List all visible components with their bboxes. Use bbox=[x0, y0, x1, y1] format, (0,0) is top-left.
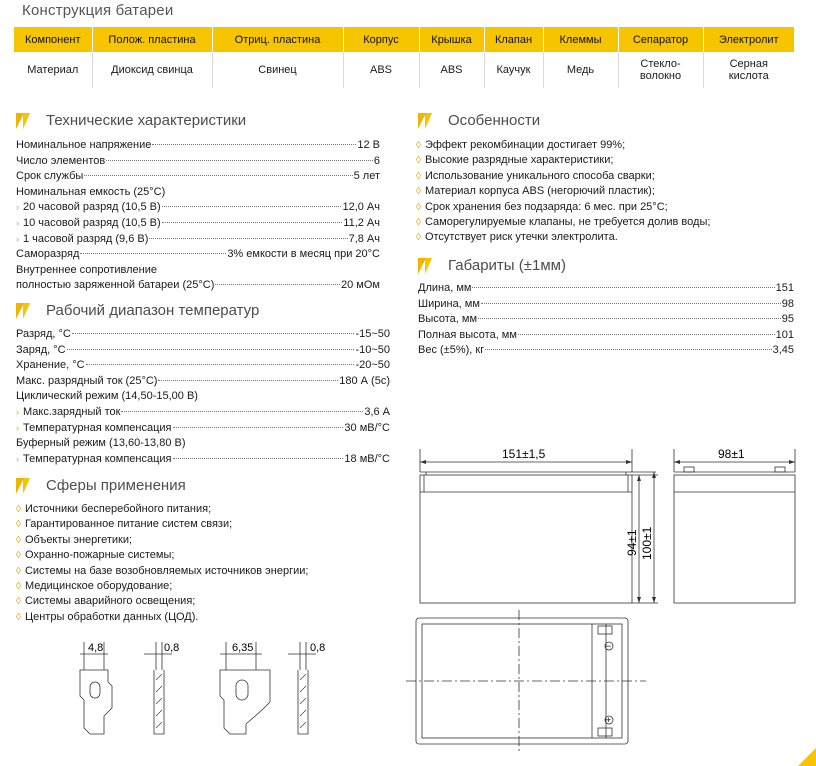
diamond-bullet-icon: ◊ bbox=[416, 155, 421, 167]
material-cell: Каучук bbox=[484, 52, 543, 88]
tech-section-title bbox=[16, 112, 246, 129]
spec-value: 3% емкости в месяц при 20°С bbox=[227, 248, 380, 261]
spec-row bbox=[16, 375, 390, 391]
leader-dots bbox=[86, 364, 355, 365]
header-cell: Отриц. пластина bbox=[212, 27, 343, 52]
spec-row bbox=[418, 329, 794, 345]
material-cell: Серная кислота bbox=[728, 58, 769, 82]
spec-row bbox=[16, 248, 380, 264]
section-marker-icon bbox=[16, 303, 36, 319]
header-cell: Компонент bbox=[14, 27, 92, 52]
temp-spec-list bbox=[16, 328, 390, 468]
leader-dots bbox=[162, 206, 342, 207]
spec-label-text: Температурная компенсация bbox=[23, 452, 172, 465]
spec-label-text: Буферный режим (13,60-13,80 В) bbox=[16, 437, 186, 450]
section-marker-icon bbox=[16, 478, 36, 494]
leader-dots bbox=[485, 349, 771, 350]
leader-dots bbox=[215, 284, 340, 285]
spec-label-text: Внутреннее сопротивление bbox=[16, 263, 157, 276]
leader-dots bbox=[152, 144, 356, 145]
section-marker-icon bbox=[418, 258, 438, 274]
list-item-text: Системы аварийного освещения; bbox=[24, 595, 196, 608]
list-item-text: Материал корпуса ABS (негорючий пластик); bbox=[424, 185, 655, 198]
spec-row bbox=[16, 155, 380, 171]
list-item-text: Отсутствует риск утечки электролита. bbox=[424, 231, 618, 244]
spec-label-text: Срок службы bbox=[16, 170, 84, 183]
spec-label bbox=[16, 186, 165, 198]
height-dimension-label: 94±1 bbox=[625, 529, 639, 556]
leader-dots bbox=[472, 287, 774, 288]
spec-row bbox=[16, 344, 390, 360]
section-marker-icon bbox=[418, 113, 438, 129]
spec-row bbox=[16, 233, 380, 249]
dimensions-list bbox=[418, 282, 794, 360]
leader-dots bbox=[481, 303, 781, 304]
bullet-icon: › bbox=[16, 217, 19, 228]
apps-title-text: Сферы применения bbox=[46, 477, 186, 494]
leader-dots bbox=[518, 334, 775, 335]
terminal2-width-label: 6,35 bbox=[232, 642, 254, 654]
apps-section-title bbox=[16, 477, 186, 494]
features-list bbox=[416, 139, 710, 247]
list-item bbox=[16, 503, 308, 518]
spec-row bbox=[16, 186, 380, 202]
spec-value: 20 мОм bbox=[341, 279, 380, 292]
spec-label-text: Длина, мм bbox=[418, 282, 472, 294]
header-cell: Сепаратор bbox=[618, 27, 703, 52]
bullet-icon: › bbox=[16, 233, 19, 244]
spec-row bbox=[16, 264, 380, 280]
spec-value: -10~50 bbox=[355, 343, 390, 356]
construction-table bbox=[14, 27, 794, 88]
spec-value: 30 мВ/°С bbox=[344, 421, 390, 434]
list-item-text: Охранно-пожарные системы; bbox=[24, 549, 175, 562]
spec-label bbox=[16, 359, 85, 371]
spec-row bbox=[16, 328, 390, 344]
list-item-text: Системы на базе возобновляемых источников энергии; bbox=[24, 564, 309, 577]
page-title: Конструкция батареи bbox=[22, 2, 174, 19]
diamond-bullet-icon: ◊ bbox=[416, 186, 421, 198]
spec-label-text: Заряд, °С bbox=[16, 343, 66, 356]
spec-value: 180 А (5с) bbox=[339, 374, 390, 387]
bullet-icon: › bbox=[16, 202, 19, 213]
spec-label bbox=[16, 217, 161, 229]
spec-row bbox=[16, 217, 380, 233]
material-cell: Диоксид свинца bbox=[92, 52, 212, 88]
spec-label-text: Номинальное напряжение bbox=[16, 139, 152, 151]
spec-value: 98 bbox=[781, 297, 794, 310]
battery-top-view-drawing bbox=[406, 610, 646, 766]
terminal-drawings bbox=[60, 640, 340, 766]
spec-label-text: Разряд, °С bbox=[16, 328, 71, 340]
temp-section-title bbox=[16, 302, 259, 319]
dimensions-section-title bbox=[418, 257, 566, 274]
diamond-bullet-icon: ◊ bbox=[416, 140, 421, 151]
spec-value: 95 bbox=[781, 313, 794, 326]
spec-label-text: Вес (±5%), кг bbox=[418, 344, 485, 357]
header-cell: Крышка bbox=[419, 27, 484, 52]
spec-label bbox=[418, 313, 477, 325]
leader-dots bbox=[67, 349, 355, 350]
header-cell: Электролит bbox=[703, 27, 794, 52]
spec-value: 18 мВ/°С bbox=[344, 452, 390, 465]
spec-row bbox=[16, 422, 390, 438]
material-cell: ABS bbox=[343, 52, 419, 88]
spec-label bbox=[16, 437, 186, 449]
spec-row bbox=[16, 390, 390, 406]
material-cell: Стекло-волокно bbox=[618, 52, 703, 88]
spec-label-text: Высота, мм bbox=[418, 313, 478, 326]
diamond-bullet-icon: ◊ bbox=[16, 550, 21, 562]
list-item-text: Эффект рекомбинации достигает 99%; bbox=[424, 139, 626, 151]
bullet-icon: › bbox=[16, 422, 19, 433]
leader-dots bbox=[158, 380, 338, 381]
spec-value: 101 bbox=[775, 328, 794, 341]
leader-dots bbox=[478, 318, 781, 319]
spec-value: 6 bbox=[373, 154, 380, 167]
spec-row bbox=[16, 279, 380, 295]
list-item-text: Высокие разрядные характеристики; bbox=[424, 154, 614, 167]
diamond-bullet-icon: ◊ bbox=[416, 216, 421, 228]
features-section-title bbox=[418, 112, 540, 129]
diamond-bullet-icon: ◊ bbox=[16, 534, 21, 546]
list-item bbox=[416, 201, 710, 216]
spec-row bbox=[418, 344, 794, 360]
spec-label bbox=[16, 264, 157, 276]
list-item-text: Центры обработки данных (ЦОД). bbox=[24, 610, 199, 623]
list-item bbox=[16, 549, 308, 564]
spec-row bbox=[16, 406, 390, 422]
battery-dimension-drawing bbox=[410, 444, 810, 606]
list-item-text: Срок хранения без подзаряда: 6 мес. при 25°С; bbox=[424, 200, 668, 213]
dimensions-title-text: Габариты (±1мм) bbox=[448, 257, 566, 274]
list-item bbox=[16, 595, 308, 610]
spec-row bbox=[16, 359, 390, 375]
list-item bbox=[16, 518, 308, 533]
spec-label bbox=[418, 282, 471, 294]
list-item bbox=[16, 611, 308, 626]
construction-material-row bbox=[14, 52, 794, 88]
spec-label bbox=[16, 390, 198, 402]
list-item-text: Использование уникального способа сварки; bbox=[424, 169, 655, 182]
spec-value: -20~50 bbox=[355, 359, 390, 372]
full-height-dimension-label: 100±1 bbox=[640, 526, 654, 560]
spec-label bbox=[16, 344, 66, 356]
features-title-text: Особенности bbox=[448, 112, 541, 129]
spec-label bbox=[16, 328, 71, 340]
plus-sign: + bbox=[606, 715, 612, 725]
spec-row bbox=[16, 437, 390, 453]
applications-list bbox=[16, 503, 308, 626]
diamond-bullet-icon: ◊ bbox=[16, 565, 21, 577]
spec-value: 12,0 Ач bbox=[342, 201, 380, 214]
diamond-bullet-icon: ◊ bbox=[16, 580, 21, 592]
spec-label bbox=[16, 279, 214, 291]
spec-label-text: Ширина, мм bbox=[418, 297, 480, 310]
material-cell: Материал bbox=[14, 52, 92, 88]
diamond-bullet-icon: ◊ bbox=[416, 170, 421, 182]
leader-dots bbox=[106, 160, 373, 161]
corner-accent bbox=[798, 748, 816, 766]
header-cell: Корпус bbox=[343, 27, 419, 52]
width-dimension-label: 98±1 bbox=[718, 447, 745, 461]
spec-label bbox=[16, 201, 161, 213]
battery-front-outline bbox=[420, 475, 632, 603]
spec-label-text: 20 часовой разряд (10,5 В) bbox=[23, 201, 161, 214]
spec-value: 7,8 Ач bbox=[348, 232, 380, 245]
spec-value: 12 В bbox=[357, 139, 380, 151]
spec-label bbox=[16, 406, 120, 418]
spec-label-text: 10 часовой разряд (10,5 В) bbox=[23, 216, 161, 229]
spec-value: 11,2 Ач bbox=[343, 216, 380, 229]
tech-spec-list bbox=[16, 139, 380, 295]
terminal2-thickness-label: 0,8 bbox=[310, 642, 326, 654]
section-marker-icon bbox=[16, 113, 36, 129]
spec-label-text: Полная высота, мм bbox=[418, 328, 517, 341]
material-cell: Медь bbox=[543, 52, 618, 88]
list-item-text: Гарантированное питание систем связи; bbox=[24, 518, 233, 531]
spec-value: 3,6 А bbox=[364, 405, 390, 418]
header-cell: Полож. пластина bbox=[92, 27, 212, 52]
spec-label bbox=[16, 139, 151, 151]
list-item bbox=[416, 170, 710, 185]
diamond-bullet-icon: ◊ bbox=[416, 201, 421, 213]
spec-label bbox=[16, 155, 105, 167]
spec-row bbox=[418, 298, 794, 314]
list-item bbox=[416, 185, 710, 200]
terminal1-width-label: 4,8 bbox=[88, 642, 104, 654]
diamond-bullet-icon: ◊ bbox=[416, 232, 421, 244]
bullet-icon: › bbox=[16, 453, 19, 464]
spec-row bbox=[16, 139, 380, 155]
spec-value: -15~50 bbox=[355, 328, 390, 340]
spec-label-text: Циклический режим (14,50-15,00 В) bbox=[16, 390, 198, 403]
leader-dots bbox=[149, 238, 347, 239]
bullet-icon: › bbox=[16, 406, 19, 417]
list-item bbox=[16, 565, 308, 580]
leader-dots bbox=[173, 458, 344, 459]
spec-value: 151 bbox=[775, 282, 794, 294]
spec-value: 5 лет bbox=[353, 170, 380, 183]
length-dimension-label: 151±1,5 bbox=[502, 447, 546, 461]
list-item bbox=[416, 231, 710, 246]
spec-label bbox=[16, 453, 172, 465]
list-item-text: Саморегулируемые клапаны, не требуется долив воды; bbox=[424, 215, 711, 228]
spec-label-text: полностью заряженной батареи (25°С) bbox=[16, 279, 215, 292]
minus-sign: − bbox=[606, 641, 612, 651]
spec-label bbox=[16, 170, 83, 182]
temp-title-text: Рабочий диапазон температур bbox=[46, 302, 260, 319]
list-item bbox=[416, 139, 710, 154]
battery-side-outline bbox=[674, 475, 795, 603]
spec-label bbox=[16, 422, 172, 434]
spec-row bbox=[418, 282, 794, 298]
diamond-bullet-icon: ◊ bbox=[16, 504, 21, 515]
spec-label-text: Температурная компенсация bbox=[23, 421, 172, 434]
spec-label-text: Хранение, °С bbox=[16, 359, 85, 372]
spec-row bbox=[16, 170, 380, 186]
spec-label-text: Саморазряд bbox=[16, 248, 80, 261]
diamond-bullet-icon: ◊ bbox=[16, 596, 21, 608]
list-item-text: Объекты энергетики; bbox=[24, 533, 133, 546]
leader-dots bbox=[162, 222, 343, 223]
spec-label-text: Макс. разрядный ток (25°С) bbox=[16, 374, 158, 387]
spec-label-text: Номинальная емкость (25°С) bbox=[16, 185, 166, 198]
leader-dots bbox=[121, 411, 363, 412]
leader-dots bbox=[173, 427, 344, 428]
list-item bbox=[416, 216, 710, 231]
tech-title-text: Технические характеристики bbox=[46, 112, 247, 129]
spec-label bbox=[418, 329, 517, 341]
spec-label bbox=[418, 298, 480, 310]
spec-label-text: Макс.зарядный ток bbox=[23, 405, 121, 418]
terminal1-thickness-label: 0,8 bbox=[164, 642, 180, 654]
leader-dots bbox=[80, 253, 226, 254]
diamond-bullet-icon: ◊ bbox=[16, 611, 21, 623]
list-item-text: Источники бесперебойного питания; bbox=[24, 503, 212, 515]
spec-label-text: Число элементов bbox=[16, 154, 106, 167]
spec-label-text: 1 часовой разряд (9,6 В) bbox=[23, 232, 149, 245]
list-item-text: Медицинское оборудование; bbox=[24, 579, 173, 592]
spec-label bbox=[16, 233, 148, 245]
leader-dots bbox=[84, 175, 352, 176]
construction-header-row bbox=[14, 27, 794, 52]
material-cell: Свинец bbox=[212, 52, 343, 88]
header-cell: Клеммы bbox=[543, 27, 618, 52]
spec-label bbox=[16, 375, 157, 387]
header-cell: Клапан bbox=[484, 27, 543, 52]
material-cell: ABS bbox=[419, 52, 484, 88]
diamond-bullet-icon: ◊ bbox=[16, 519, 21, 531]
leader-dots bbox=[72, 333, 355, 334]
list-item bbox=[16, 534, 308, 549]
spec-value: 3,45 bbox=[772, 344, 794, 357]
list-item bbox=[16, 580, 308, 595]
spec-label bbox=[418, 344, 484, 356]
spec-row bbox=[16, 201, 380, 217]
spec-row bbox=[418, 313, 794, 329]
spec-label bbox=[16, 248, 79, 260]
list-item bbox=[416, 154, 710, 169]
spec-row bbox=[16, 453, 390, 469]
